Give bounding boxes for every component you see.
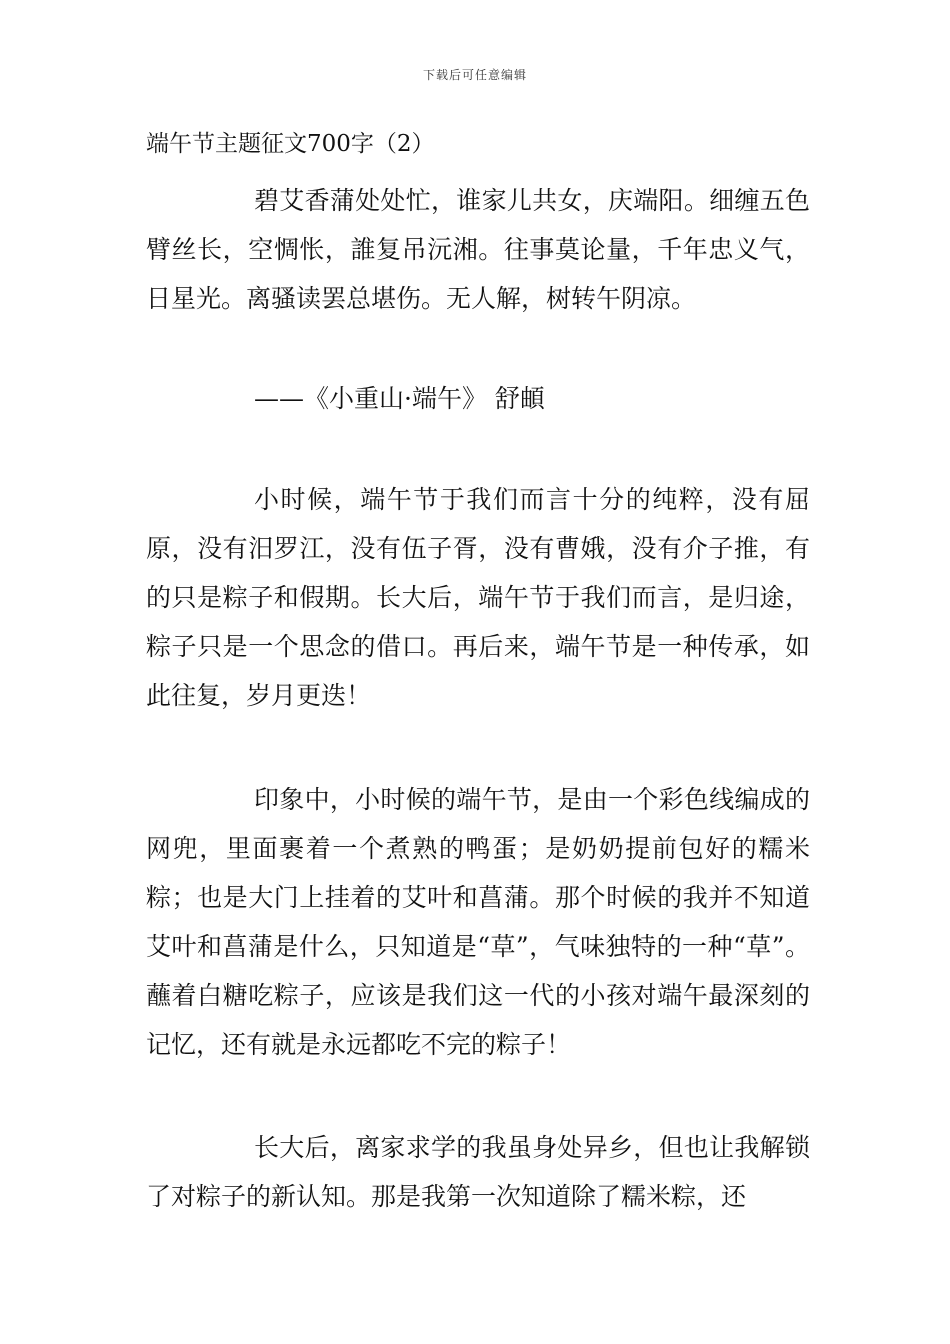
body-paragraph: 小时候，端午节于我们而言十分的纯粹，没有屈原，没有汨罗江，没有伍子胥，没有曹娥，没有介子推，有的只是粽子和假期。长大后，端午节于我们而言，是归途，粽子只是一个思念的借口。再后来，端午节是一种传承，如此往复，岁月更迭！ — [146, 485, 810, 710]
body-paragraph: 长大后，离家求学的我虽身处异乡，但也让我解锁了对粽子的新认知。那是我第一次知道除了糯米粽，还 — [146, 1133, 810, 1211]
page-header: 下载后可任意编辑 — [422, 68, 527, 82]
poem-attribution: ——《小重山·端午》 舒頔 — [254, 384, 545, 413]
body-paragraph: 印象中，小时候的端午节，是由一个彩色线编成的网兜，里面裹着一个煮熟的鸭蛋；是奶奶提前包好的糯米粽；也是大门上挂着的艾叶和菖蒲。那个时候的我并不知道艾叶和菖蒲是什么，只知道是“草”，气味独特的一种“草”。蘸着白糖吃粽子，应该是我们这一代的小孩对端午最深刻的记忆，还有就是永远都吃不完的粽子！ — [146, 785, 810, 1059]
poem-paragraph: 碧艾香蒲处处忙，谁家儿共女，庆端阳。细缠五色臂丝长，空惆怅，誰复吊沅湘。往事莫论量，千年忠义气，日星光。离骚读罢总堪伤。无人解，树转午阴凉。 — [146, 186, 810, 313]
article-title: 端午节主题征文700字（2） — [146, 131, 435, 157]
